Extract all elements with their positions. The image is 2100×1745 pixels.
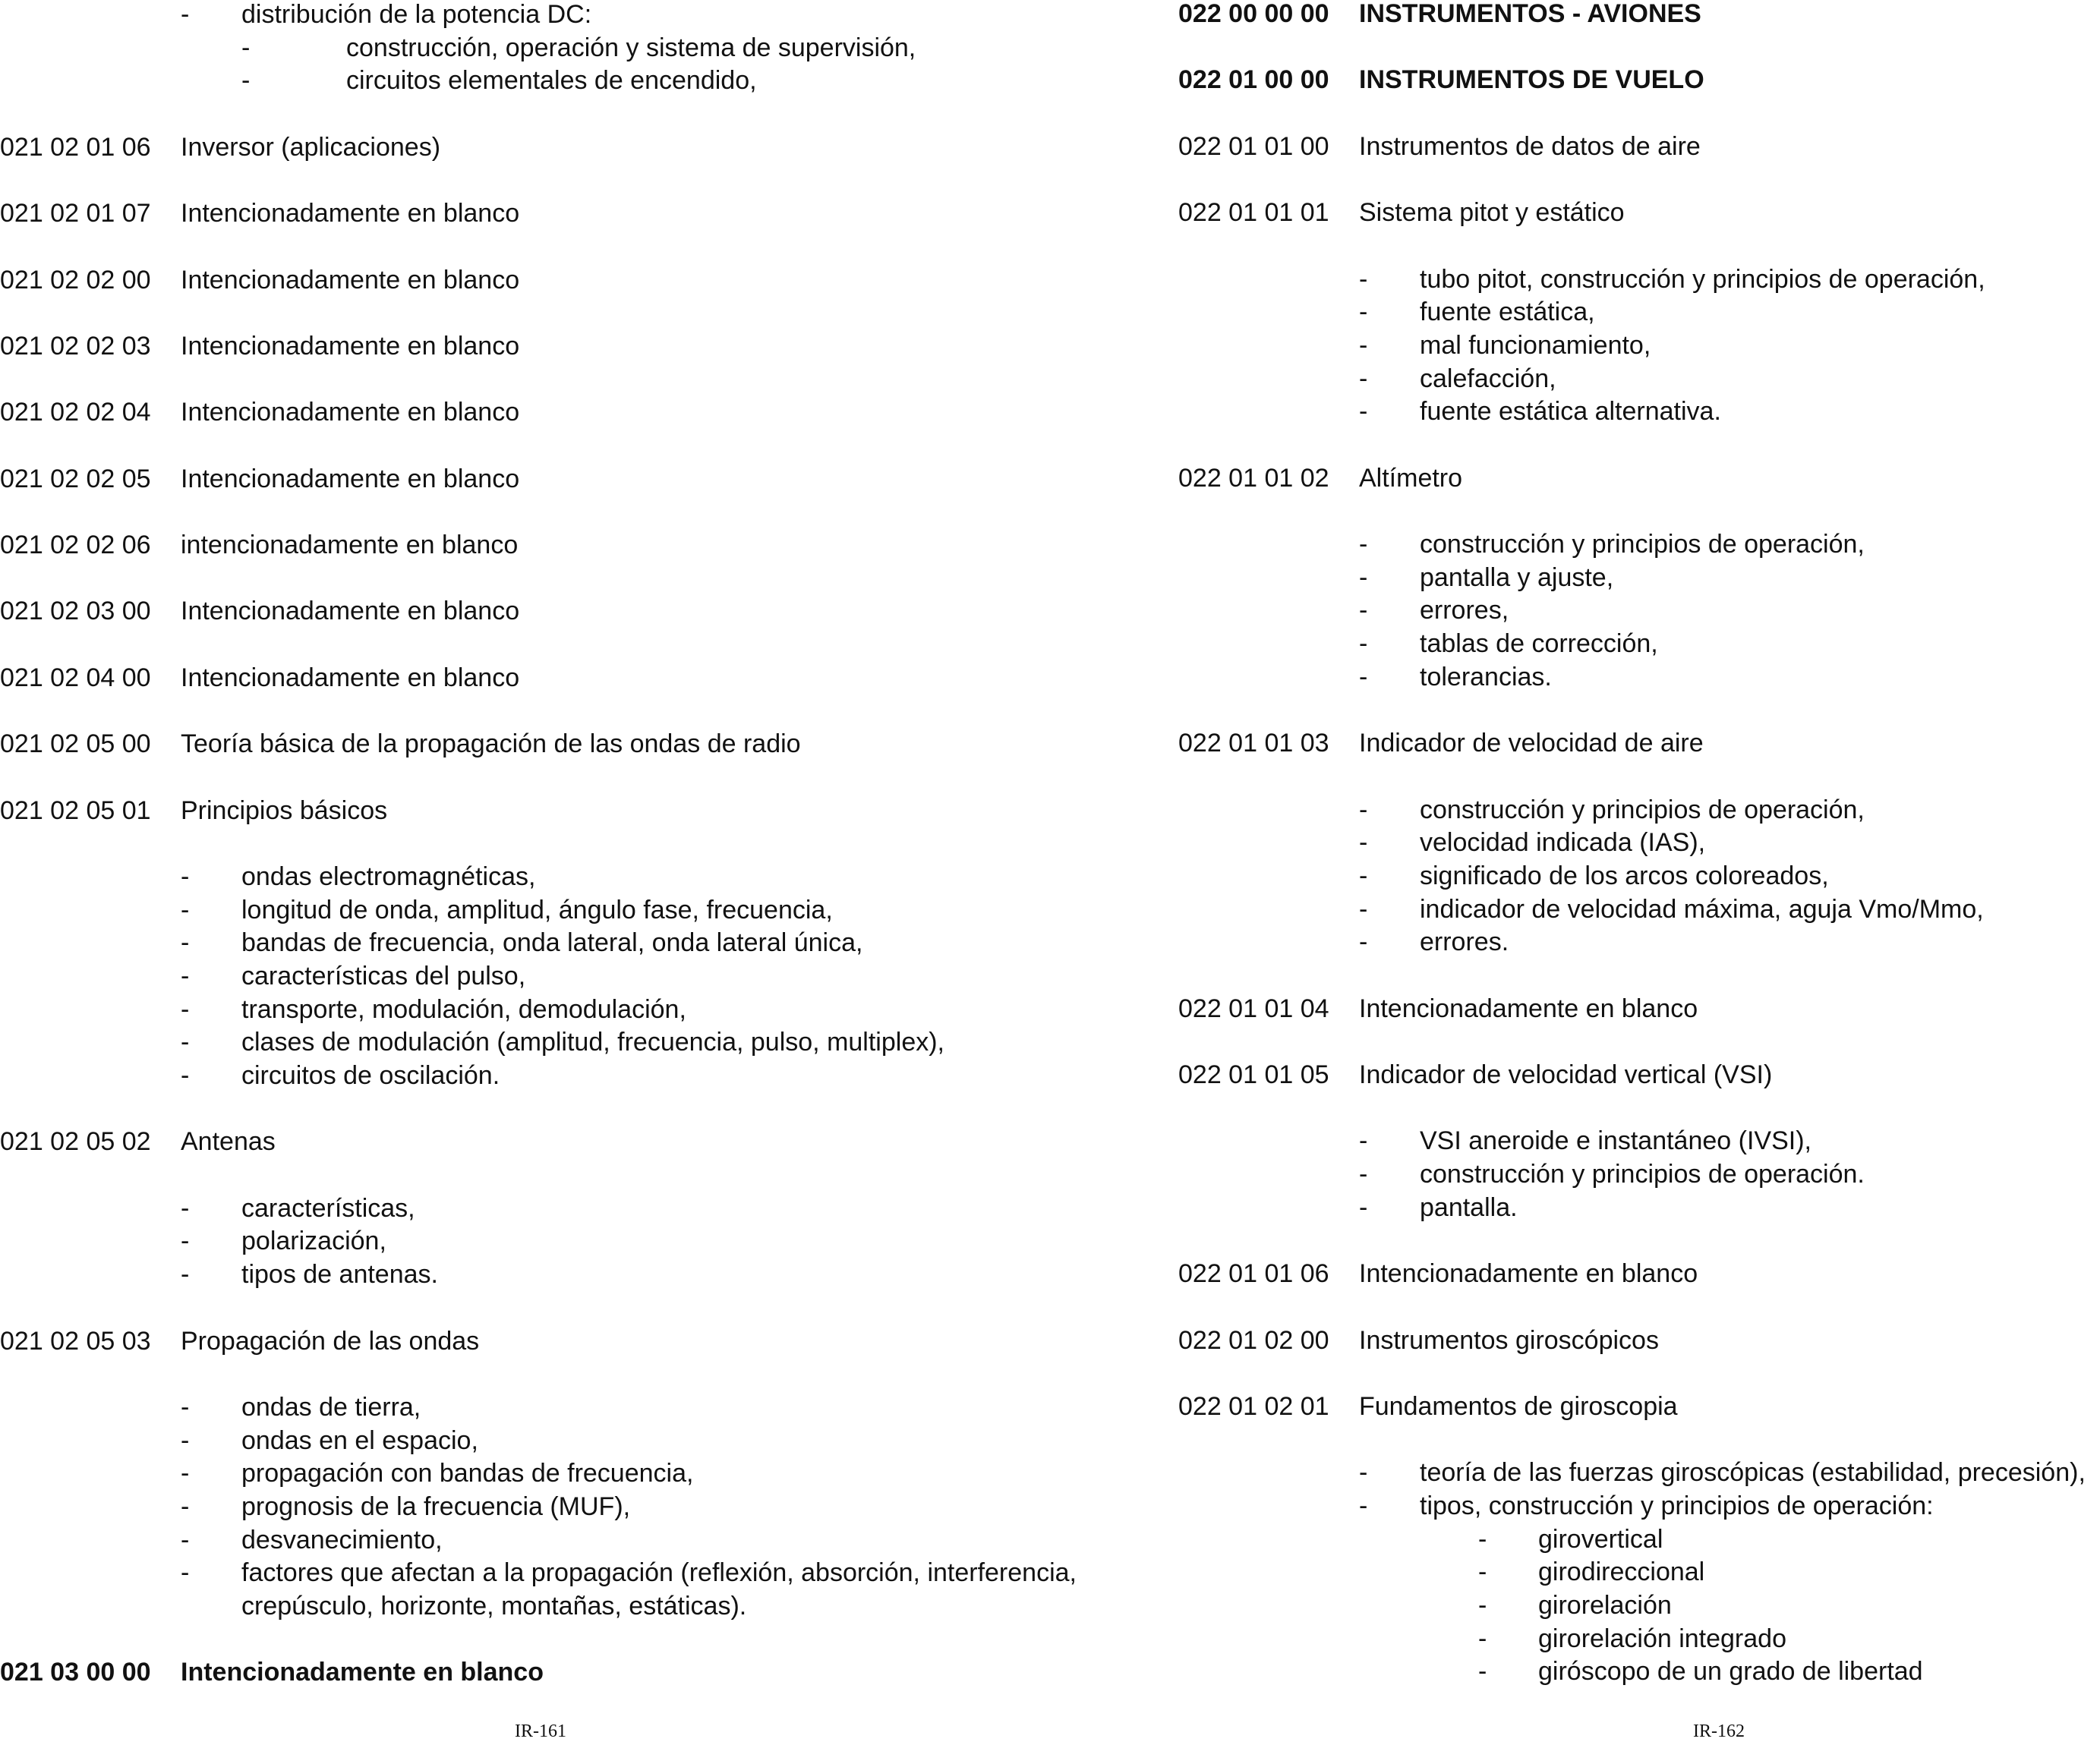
bullet-item: - polarización, <box>181 1227 386 1256</box>
right-page <box>1178 0 2100 1745</box>
sub-bullet-item: - girorelación <box>1478 1591 1672 1620</box>
section-row: 022 01 01 05 Indicador de velocidad vertical (VSI) <box>1178 1060 1773 1089</box>
bullet-item: - pantalla. <box>1359 1192 1518 1222</box>
bullet-item: - teoría de las fuerzas giroscópicas (estabilidad, precesión), <box>1359 1458 2086 1488</box>
section-row: 021 02 01 07 Intencionadamente en blanco <box>0 199 520 228</box>
page-number: IR-161 <box>515 1721 566 1741</box>
section-heading: 022 01 00 00 INSTRUMENTOS DE VUELO <box>1178 65 1704 95</box>
bullet-item: - prognosis de la frecuencia (MUF), <box>181 1491 631 1521</box>
bullet-item: - indicador de velocidad máxima, aguja Vmo/Mmo, <box>1359 894 1984 924</box>
section-row: 021 02 02 00 Intencionadamente en blanco <box>0 265 520 295</box>
section-row: 021 02 02 06 intencionadamente en blanco <box>0 531 519 559</box>
left-sections <box>0 98 1116 1690</box>
section-row: 021 02 05 01 Principios básicos <box>0 795 388 825</box>
section-row: 022 01 01 02 Altímetro <box>1178 463 1463 493</box>
bullet-item: - construcción y principios de operación, <box>1359 795 1865 824</box>
bullet-item: - tipos de antenas. <box>181 1260 438 1290</box>
section-row: 022 01 01 03 Indicador de velocidad de aire <box>1178 729 1704 758</box>
bullet-item: - mal funcionamiento, <box>1359 330 1651 360</box>
section-row: 021 02 01 06 Inversor (aplicaciones) <box>0 132 441 162</box>
section-row: 021 02 03 00 Intencionadamente en blanco <box>0 597 520 626</box>
bullet-item: - bandas de frecuencia, onda lateral, onda lateral única, <box>181 928 863 958</box>
sub-bullet-item: - giróscopo de un grado de libertad <box>1478 1657 1923 1687</box>
right-sections <box>1178 0 2100 1689</box>
bullet-item: - pantalla y ajuste, <box>1359 562 1614 592</box>
sub-bullet-item: - girorelación integrado <box>1478 1624 1786 1653</box>
bullet-item: - tipos, construcción y principios de operación: <box>1359 1491 1934 1520</box>
left-intro <box>0 0 1116 98</box>
bullet-item: - errores. <box>1359 928 1509 957</box>
sub-bullet-item: - construcción, operación y sistema de supervisión, <box>241 33 916 62</box>
bullet-item: - ondas en el espacio, <box>181 1425 478 1455</box>
bullet-item: - construcción y principios de operación. <box>1359 1160 1865 1189</box>
bullet-item: - distribución de la potencia DC: <box>181 0 592 29</box>
bullet-item: - tablas de corrección, <box>1359 629 1658 659</box>
sub-bullet-item: - girovertical <box>1478 1524 1663 1554</box>
bullet-item: - ondas electromagnéticas, <box>181 861 536 891</box>
bullet-item: - velocidad indicada (IAS), <box>1359 828 1706 858</box>
bullet-item: - factores que afectan a la propagación (reflexión, absorción, interferencia, <box>181 1558 1077 1588</box>
section-row: 021 02 02 04 Intencionadamente en blanco <box>0 398 520 427</box>
bullet-item: - calefacción, <box>1359 364 1556 393</box>
bullet-item: - clases de modulación (amplitud, frecuencia, pulso, multiplex), <box>181 1028 945 1057</box>
bullet-item: - construcción y principios de operación, <box>1359 530 1865 559</box>
bullet-item: - circuitos de oscilación. <box>181 1061 500 1090</box>
page-number: IR-162 <box>1693 1721 1745 1741</box>
bullet-item: - desvanecimiento, <box>181 1525 443 1554</box>
bullet-item: - VSI aneroide e instantáneo (IVSI), <box>1359 1126 1811 1156</box>
section-heading: 021 03 00 00 Intencionadamente en blanco <box>0 1658 544 1687</box>
bullet-item: - fuente estática alternativa. <box>1359 397 1721 427</box>
bullet-continuation: crepúsculo, horizonte, montañas, estáticas). <box>241 1592 747 1621</box>
bullet-item: - propagación con bandas de frecuencia, <box>181 1459 694 1488</box>
section-row: 021 02 04 00 Intencionadamente en blanco <box>0 663 520 692</box>
sub-bullet-item: - circuitos elementales de encendido, <box>241 66 757 96</box>
bullet-item: - características, <box>181 1193 415 1223</box>
section-row: 021 02 05 03 Propagación de las ondas <box>0 1326 480 1356</box>
section-row: 021 02 02 03 Intencionadamente en blanco <box>0 331 520 361</box>
bullet-item: - ondas de tierra, <box>181 1392 421 1422</box>
section-row: 021 02 05 02 Antenas <box>0 1127 276 1157</box>
bullet-item: - transporte, modulación, demodulación, <box>181 994 686 1024</box>
sub-bullet-item: - girodireccional <box>1478 1558 1705 1587</box>
bullet-item: - tubo pitot, construcción y principios de operación, <box>1359 264 1985 294</box>
section-row: 022 01 02 00 Instrumentos giroscópicos <box>1178 1325 1659 1355</box>
bullet-item: - significado de los arcos coloreados, <box>1359 861 1829 890</box>
section-row: 022 01 01 06 Intencionadamente en blanco <box>1178 1259 1698 1289</box>
section-row: 022 01 01 01 Sistema pitot y estático <box>1178 198 1625 228</box>
section-row: 022 01 02 01 Fundamentos de giroscopia <box>1178 1391 1678 1421</box>
section-row: 021 02 05 00 Teoría básica de la propagación de las ondas de radio <box>0 729 801 759</box>
section-row: 022 01 01 04 Intencionadamente en blanco <box>1178 994 1698 1023</box>
bullet-item: - características del pulso, <box>181 961 526 991</box>
bullet-item: - fuente estática, <box>1359 298 1595 327</box>
bullet-item: - errores, <box>1359 596 1509 625</box>
bullet-item: - longitud de onda, amplitud, ángulo fase, frecuencia, <box>181 895 833 924</box>
section-heading: 022 00 00 00 INSTRUMENTOS - AVIONES <box>1178 0 1701 28</box>
section-row: 022 01 01 00 Instrumentos de datos de aire <box>1178 131 1701 161</box>
section-row: 021 02 02 05 Intencionadamente en blanco <box>0 464 520 493</box>
bullet-item: - tolerancias. <box>1359 662 1552 691</box>
